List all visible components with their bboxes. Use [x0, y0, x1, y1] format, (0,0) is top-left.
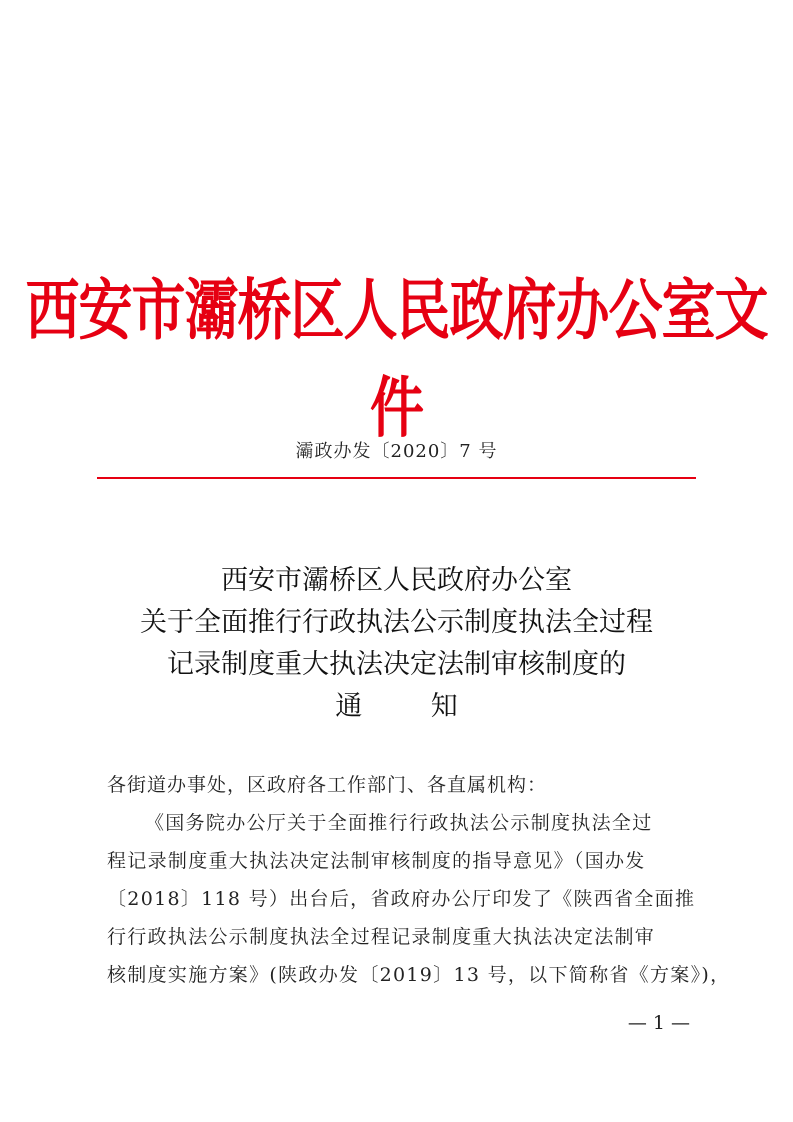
paragraph-line-1: 《国务院办公厅关于全面推行行政执法公示制度执法全过 [145, 812, 653, 834]
paragraph-line-3: 〔2018〕118 号）出台后，省政府办公厅印发了《陕西省全面推 [107, 888, 696, 910]
document-number: 灞政办发〔2020〕7 号 [295, 441, 498, 462]
body-text [107, 766, 731, 994]
title-line-3: 记录制度重大执法决定法制审核制度的 [167, 649, 626, 680]
paragraph-line-2: 程记录制度重大执法决定法制审核制度的指导意见》（国办发 [107, 850, 646, 872]
paragraph-line-4: 行行政执法公示制度执法全过程记录制度重大执法决定法制审 [107, 926, 656, 948]
paragraph-line-5: 核制度实施方案》(陕政办发〔2019〕13 号，以下简称省《方案》)， [107, 964, 731, 986]
title-line-1: 西安市灞桥区人民政府办公室 [221, 565, 572, 596]
page-number: — 1 — [627, 1012, 690, 1034]
masthead-title: 西安市灞桥区人民政府办公室文件 [25, 271, 768, 447]
salutation: 各街道办事处，区政府各工作部门、各直属机构： [107, 774, 548, 796]
title-line-notice: 通 知 [335, 691, 488, 722]
title-line-2: 关于全面推行行政执法公示制度执法全过程 [140, 607, 653, 638]
notice-title [0, 560, 793, 728]
red-divider-line [97, 477, 696, 479]
